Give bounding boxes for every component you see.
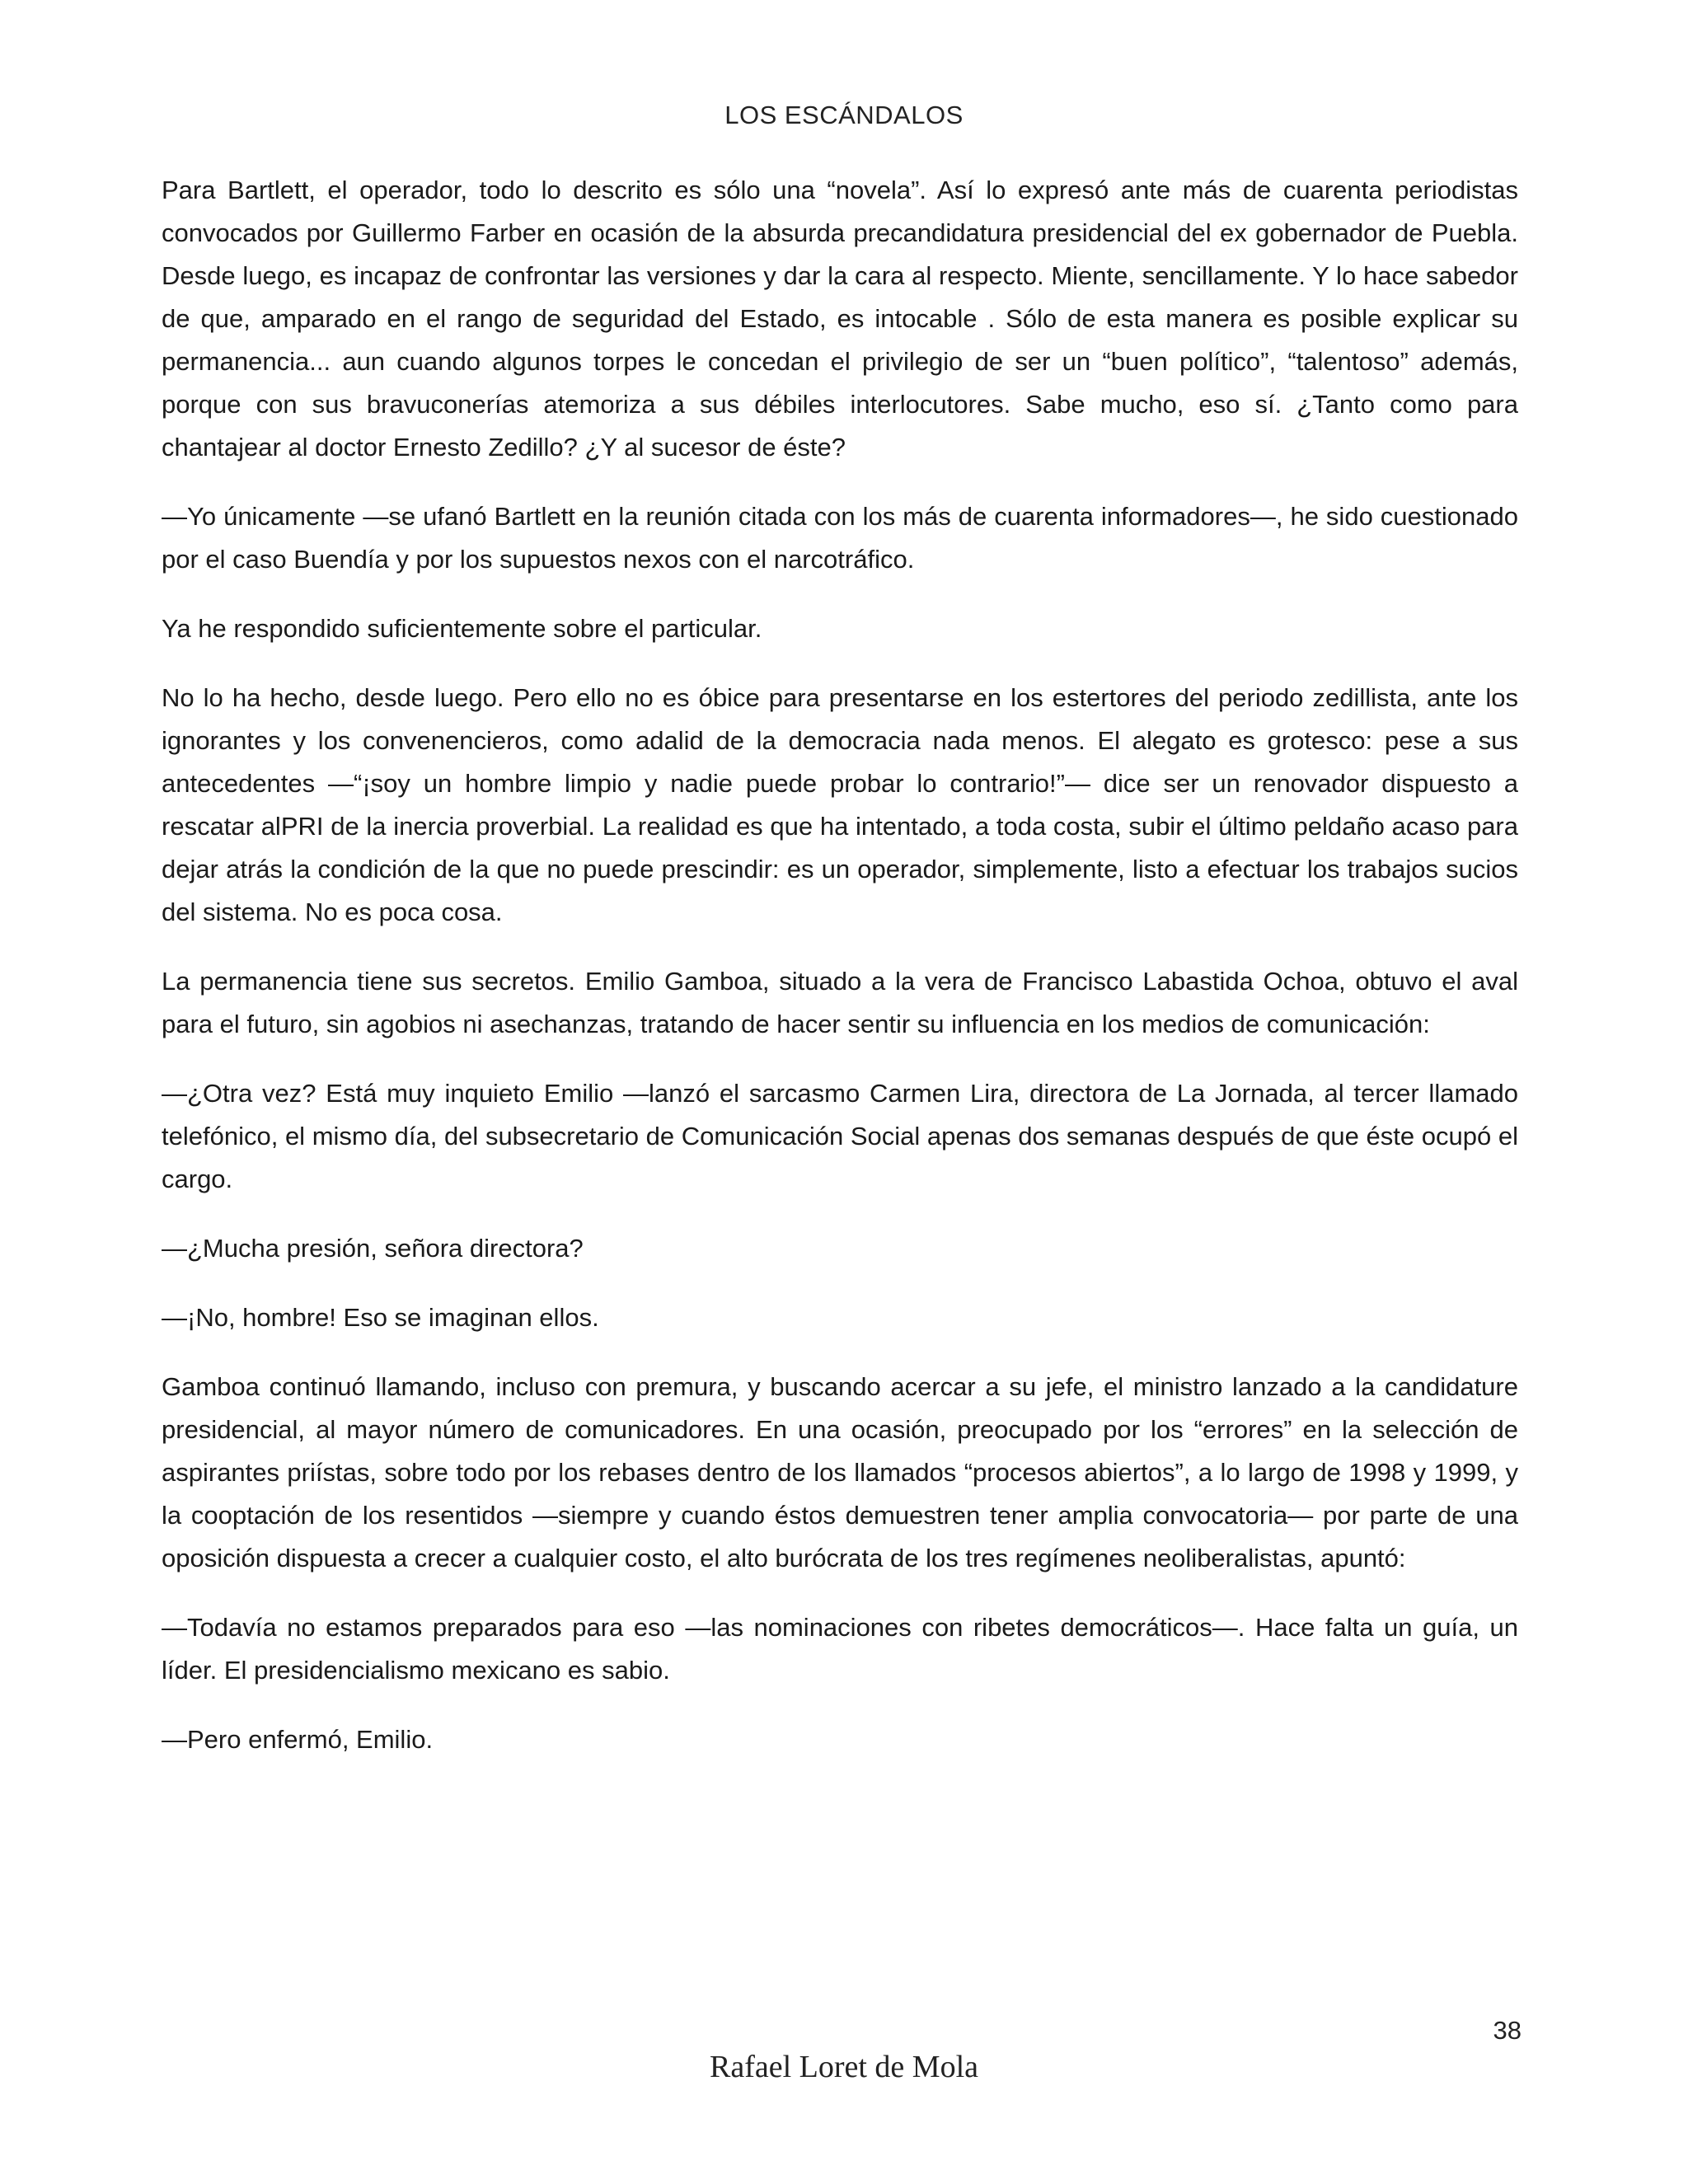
running-header: LOS ESCÁNDALOS [724,101,964,129]
paragraph: No lo ha hecho, desde luego. Pero ello no es óbice para presentarse en los estertores del periodo zedillista, ante los ignorantes y los convenencieros, como adalid de la democracia nada menos. El alegato es grotesco: pese a sus antecedentes —“¡soy un hombre limpio y nadie puede probar lo contrario!”— dice ser un renovador dispuesto a rescatar alPRI de la inercia proverbial. La realidad es que ha intentado, a toda costa, subir el último peldaño acaso para dejar atrás la condición de la que no puede prescindir: es un operador, simplemente, listo a efectuar los trabajos sucios del sistema. No es poca cosa. [162,683,1518,926]
page-number: 38 [1493,2016,1522,2045]
paragraph: Ya he respondido suficientemente sobre el particular. [162,614,762,643]
author-footer: Rafael Loret de Mola [709,2050,979,2084]
body-text [162,169,1518,1788]
paragraph: La permanencia tiene sus secretos. Emilio Gamboa, situado a la vera de Francisco Labastida Ochoa, obtuvo el aval para el futuro, sin agobios ni asechanzas, tratando de hacer sentir su influencia en los medios de comunicación: [162,967,1518,1038]
paragraph: —Todavía no estamos preparados para eso —las nominaciones con ribetes democráticos—. Hace falta un guía, un líder. El presidencialismo mexicano es sabio. [162,1613,1518,1685]
paragraph: Para Bartlett, el operador, todo lo descrito es sólo una “novela”. Así lo expresó ante más de cuarenta periodistas convocados por Guillermo Farber en ocasión de la absurda precandidatura presidencial del ex gobernador de Puebla. Desde luego, es incapaz de confrontar las versiones y dar la cara al respecto. Miente, sencillamente. Y lo hace sabedor de que, amparado en el rango de seguridad del Estado, es intocable . Sólo de esta manera es posible explicar su permanencia... aun cuando algunos torpes le concedan el privilegio de ser un “buen político”, “talentoso” además, porque con sus bravuconerías atemoriza a sus débiles interlocutores. Sabe mucho, eso sí. ¿Tanto como para chantajear al doctor Ernesto Zedillo? ¿Y al sucesor de éste? [162,176,1518,462]
paragraph: —¿Otra vez? Está muy inquieto Emilio —lanzó el sarcasmo Carmen Lira, directora de La Jornada, al tercer llamado telefónico, el mismo día, del subsecretario de Comunicación Social apenas dos semanas después de que éste ocupó el cargo. [162,1079,1518,1193]
paragraph: —Pero enfermó, Emilio. [162,1725,434,1754]
paragraph: —Yo únicamente —se ufanó Bartlett en la reunión citada con los más de cuarenta informadores—, he sido cuestionado por el caso Buendía y por los supuestos nexos con el narcotráfico. [162,502,1518,574]
paragraph: —¿Mucha presión, señora directora? [162,1234,584,1263]
paragraph: Gamboa continuó llamando, incluso con premura, y buscando acercar a su jefe, el ministro lanzado a la candidature presidencial, al mayor número de comunicadores. En una ocasión, preocupado por los “errores” en la selección de aspirantes priístas, sobre todo por los rebases dentro de los llamados “procesos abiertos”, a lo largo de 1998 y 1999, y la cooptación de los resentidos —siempre y cuando éstos demuestren tener amplia convocatoria— por parte de una oposición dispuesta a crecer a cualquier costo, el alto burócrata de los tres regímenes neoliberalistas, apuntó: [162,1372,1518,1572]
paragraph: —¡No, hombre! Eso se imaginan ellos. [162,1303,599,1332]
